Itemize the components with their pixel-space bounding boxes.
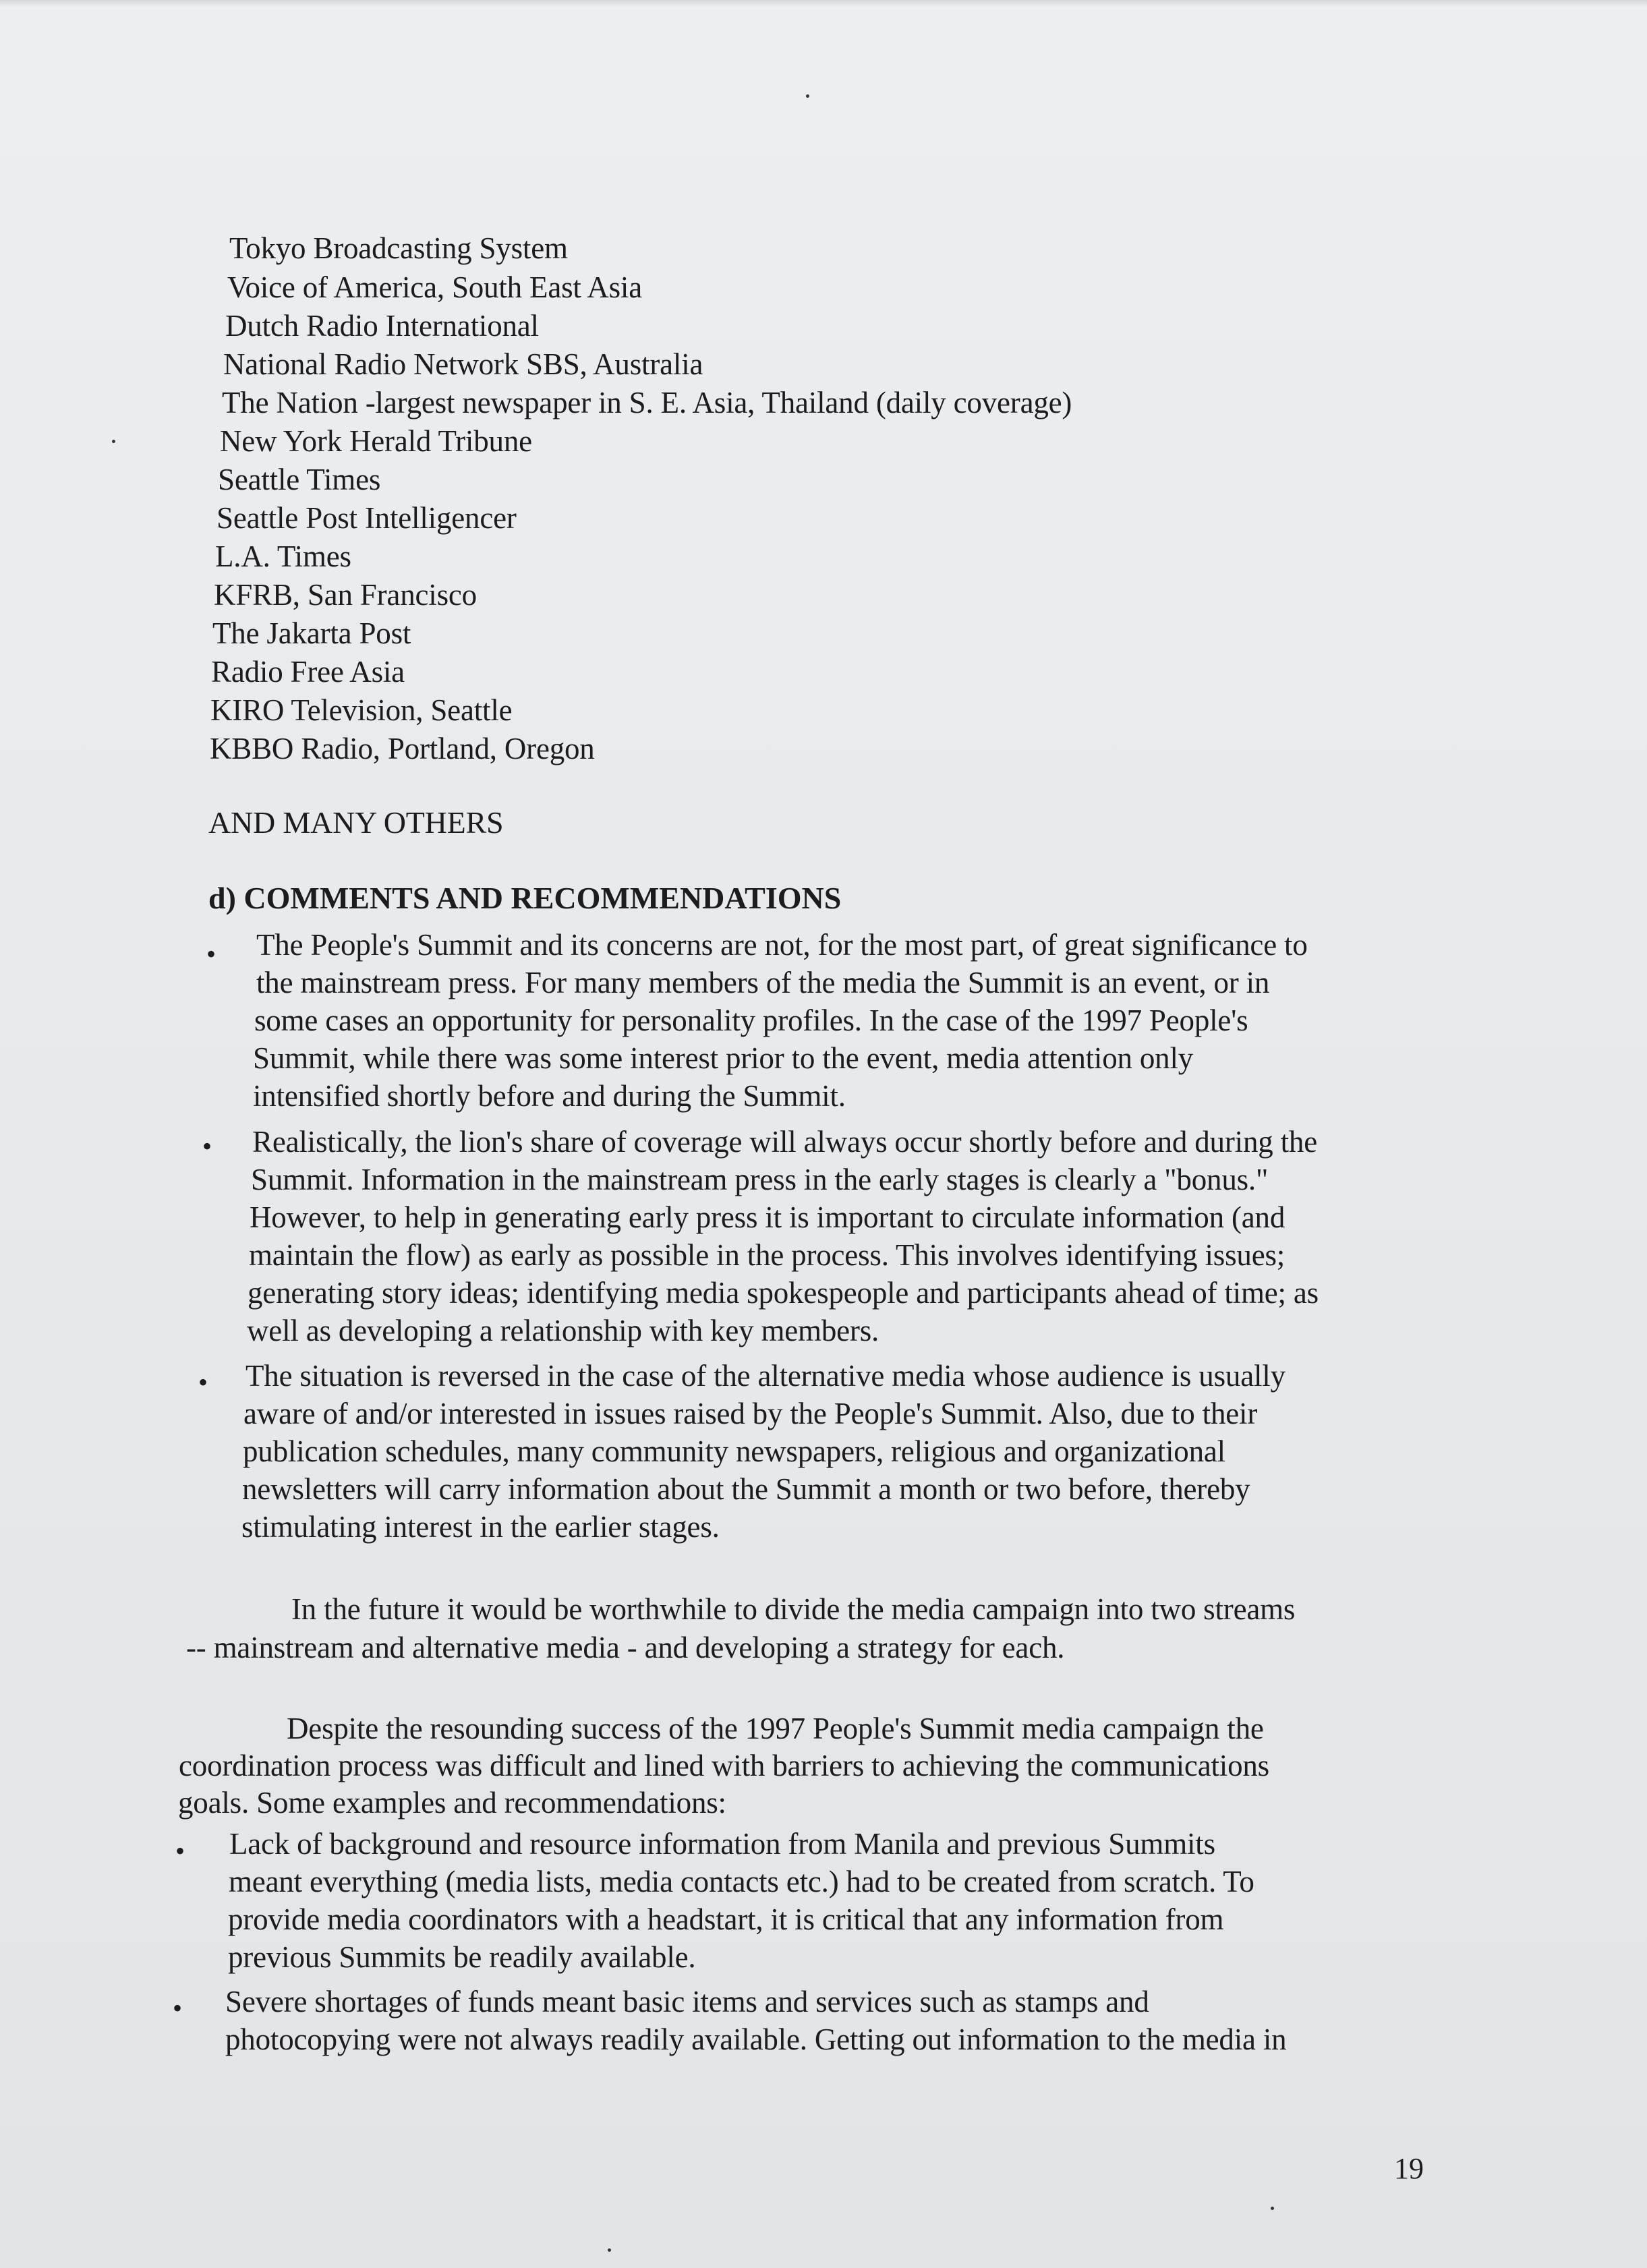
paragraph-line: In the future it would be worthwhile to divide the media campaign into two streams [291,1592,1296,1626]
bullet-icon: • [202,1131,212,1161]
list-item: the mainstream press. For many members of the media the Summit is an event, or in [256,966,1270,999]
paragraph-line: coordination process was difficult and lined with barriers to achieving the communications [179,1749,1269,1782]
list-item: Summit. Information in the mainstream press in the early stages is clearly a "bonus." [251,1163,1269,1196]
section-heading: d) COMMENTS AND RECOMMENDATIONS [208,881,842,915]
list-item: KFRB, San Francisco [214,578,477,612]
list-item: stimulating interest in the earlier stages. [241,1510,720,1544]
page-top-edge [0,0,1647,7]
list-item: The Jakarta Post [212,616,411,650]
speck [1271,2207,1274,2210]
list-item: The situation is reversed in the case of the alternative media whose audience is usually [245,1359,1285,1393]
list-item: National Radio Network SBS, Australia [223,347,703,381]
bullet-icon: • [175,1836,185,1866]
list-item: The People's Summit and its concerns are not, for the most part, of great significance to [256,928,1308,962]
speck [806,94,809,98]
list-item: Seattle Post Intelligencer [216,501,517,535]
list-item: Lack of background and resource information from Manila and previous Summits [229,1827,1215,1861]
list-item: previous Summits be readily available. [228,1940,696,1974]
list-item: well as developing a relationship with key members. [247,1314,879,1347]
list-item: However, to help in generating early press it is important to circulate information (and [250,1200,1285,1234]
page-number: 19 [1394,2152,1424,2185]
list-item: newsletters will carry information about the Summit a month or two before, thereby [242,1472,1250,1506]
list-item: some cases an opportunity for personality profiles. In the case of the 1997 People's [254,1004,1248,1037]
list-item: Realistically, the lion's share of coverage will always occur shortly before and during the [252,1125,1317,1159]
list-item: provide media coordinators with a headstart, it is critical that any information from [228,1902,1224,1936]
list-item: Dutch Radio International [225,309,539,343]
list-item: aware of and/or interested in issues raised by the People's Summit. Also, due to their [243,1397,1258,1430]
list-item: L.A. Times [215,540,351,573]
list-item: maintain the flow) as early as possible in the process. This involves identifying issues; [249,1238,1285,1272]
bullet-icon: • [198,1367,208,1397]
list-item: photocopying were not always readily available. Getting out information to the media in [225,2023,1287,2056]
paragraph-line: -- mainstream and alternative media - and developing a strategy for each. [186,1631,1065,1664]
paragraph-line: Despite the resounding success of the 1997 People's Summit media campaign the [287,1712,1264,1745]
list-item: generating story ideas; identifying media spokespeople and participants ahead of time; as [248,1276,1319,1310]
speck [608,2248,611,2252]
list-item: KIRO Television, Seattle [210,693,513,727]
bullet-icon: • [206,939,216,969]
list-item: Tokyo Broadcasting System [229,231,568,265]
list-item: Severe shortages of funds meant basic items and services such as stamps and [225,1985,1149,2018]
list-item: New York Herald Tribune [220,424,532,458]
list-item: Radio Free Asia [211,655,405,689]
list-item: Seattle Times [218,463,381,496]
list-item: publication schedules, many community newspapers, religious and organizational [243,1434,1225,1468]
list-item: The Nation -largest newspaper in S. E. Asia, Thailand (daily coverage) [222,386,1072,419]
list-item: meant everything (media lists, media contacts etc.) had to be created from scratch. To [229,1865,1254,1898]
list-item: Summit, while there was some interest prior to the event, media attention only [253,1041,1194,1075]
list-item: Voice of America, South East Asia [227,270,642,304]
bullet-icon: • [173,1993,183,2023]
list-item: KBBO Radio, Portland, Oregon [210,732,595,765]
paragraph-line: goals. Some examples and recommendations: [178,1786,726,1820]
speck [112,440,115,443]
and-many-others: AND MANY OTHERS [208,805,504,840]
list-item: intensified shortly before and during the Summit. [253,1079,846,1113]
